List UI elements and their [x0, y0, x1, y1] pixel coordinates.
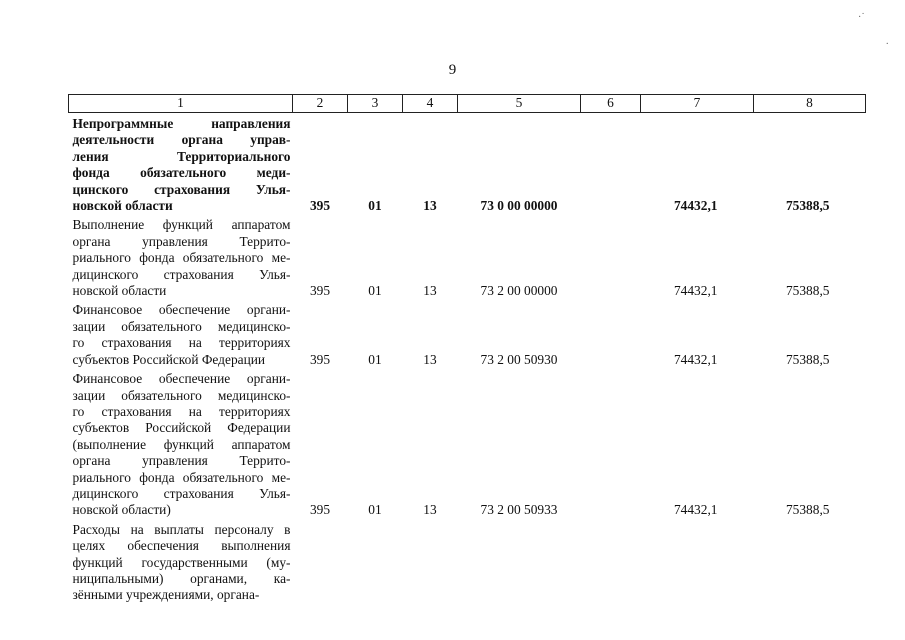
- item-name-line: цинского страхования Улья-: [72, 181, 291, 197]
- subsection-cell: 13: [423, 351, 437, 367]
- item-name-cell: [69, 299, 293, 368]
- scan-mark: ·˙: [858, 12, 865, 23]
- item-name-line: субъектов Российской Федерации: [72, 420, 291, 436]
- column-header: 2: [293, 95, 348, 113]
- table-row: [69, 113, 866, 215]
- amount-year2-cell: [754, 519, 866, 604]
- item-name-line: дицинского страхования Улья-: [72, 485, 291, 501]
- target-article-cell: 73 2 00 50930: [480, 351, 558, 367]
- column-header: 4: [403, 95, 458, 113]
- item-name-line: (выполнение функций аппаратом: [72, 436, 291, 452]
- subsection-cell: 13: [423, 283, 437, 299]
- amount-year1-cell: 74432,1: [673, 351, 718, 367]
- item-name-cell: [69, 214, 293, 299]
- amount-year1-cell: [641, 519, 754, 604]
- section-cell: 01: [368, 198, 382, 214]
- subsection-cell: 13: [423, 502, 437, 518]
- target-article-cell: 73 2 00 00000: [480, 283, 558, 299]
- page-number: 9: [448, 62, 457, 78]
- item-name-line: зёнными учреждениями, органа-: [72, 587, 260, 603]
- section-cell: 01: [368, 351, 382, 367]
- item-name-line: целях обеспечения выполнения: [72, 538, 291, 554]
- item-name-line: деятельности органа управ-: [72, 132, 291, 148]
- item-name-line: функций государственными (му-: [72, 554, 291, 570]
- item-name-line: Финансовое обеспечение органи-: [72, 302, 291, 318]
- item-name-line: новской области): [72, 502, 171, 518]
- table-row: [69, 299, 866, 368]
- amount-year1-cell: 74432,1: [673, 283, 718, 299]
- grbs-cell: 395: [309, 198, 331, 214]
- amount-year1-cell: 74432,1: [673, 198, 718, 214]
- amount-year2-cell: 75388,5: [785, 283, 830, 299]
- section-cell: 01: [368, 502, 382, 518]
- grbs-cell: 395: [309, 502, 331, 518]
- column-header: 6: [581, 95, 641, 113]
- grbs-cell: 395: [309, 351, 331, 367]
- item-name-line: новской области: [72, 283, 167, 299]
- item-name-line: риального фонда обязательного ме-: [72, 469, 291, 485]
- expense-type-cell: [581, 519, 641, 604]
- item-name-line: Финансовое обеспечение органи-: [72, 371, 291, 387]
- item-name-line: ниципальными) органами, ка-: [72, 570, 291, 586]
- expense-type-cell: [581, 214, 641, 299]
- table-row: [69, 214, 866, 299]
- column-header: 8: [754, 95, 866, 113]
- target-article-cell: 73 2 00 50933: [480, 502, 558, 518]
- section-cell: [348, 519, 403, 604]
- table-row: [69, 368, 866, 519]
- item-name-cell: [69, 519, 293, 604]
- subsection-cell: [403, 519, 458, 604]
- item-name-line: ления Территориального: [72, 148, 291, 164]
- item-name-line: Непрограммные направления: [72, 116, 291, 131]
- column-header: 1: [69, 95, 293, 113]
- table-body: [69, 113, 866, 604]
- expense-type-cell: [581, 299, 641, 368]
- section-cell: 01: [368, 283, 382, 299]
- item-name-line: фонда обязательного меди-: [72, 165, 291, 181]
- item-name-line: дицинского страхования Улья-: [72, 266, 291, 282]
- target-article-cell: 73 0 00 00000: [480, 198, 558, 214]
- expense-type-cell: [581, 113, 641, 215]
- item-name-line: го страхования на территориях: [72, 335, 291, 351]
- column-number-header: [69, 95, 866, 113]
- grbs-cell: [293, 519, 348, 604]
- amount-year1-cell: 74432,1: [673, 502, 718, 518]
- column-header: 7: [641, 95, 754, 113]
- item-name-line: Выполнение функций аппаратом: [72, 217, 291, 233]
- item-name-line: зации обязательного медицинско-: [72, 387, 291, 403]
- budget-table: [68, 94, 866, 604]
- grbs-cell: 395: [309, 283, 331, 299]
- amount-year2-cell: 75388,5: [785, 351, 830, 367]
- item-name-line: новской области: [72, 198, 173, 214]
- amount-year2-cell: 75388,5: [785, 198, 830, 214]
- subsection-cell: 13: [423, 198, 437, 214]
- item-name-line: органа управления Террито-: [72, 233, 291, 249]
- item-name-line: органа управления Террито-: [72, 453, 291, 469]
- scan-mark: .: [886, 36, 889, 47]
- item-name-line: риального фонда обязательного ме-: [72, 250, 291, 266]
- item-name-line: Расходы на выплаты персоналу в: [72, 521, 291, 537]
- item-name-line: го страхования на территориях: [72, 403, 291, 419]
- table-row: [69, 519, 866, 604]
- target-article-cell: [458, 519, 581, 604]
- item-name-cell: [69, 368, 293, 519]
- item-name-cell: [69, 113, 293, 215]
- column-header: 3: [348, 95, 403, 113]
- item-name-line: зации обязательного медицинско-: [72, 318, 291, 334]
- amount-year2-cell: 75388,5: [785, 502, 830, 518]
- item-name-line: субъектов Российской Федерации: [72, 351, 266, 367]
- expense-type-cell: [581, 368, 641, 519]
- column-header: 5: [458, 95, 581, 113]
